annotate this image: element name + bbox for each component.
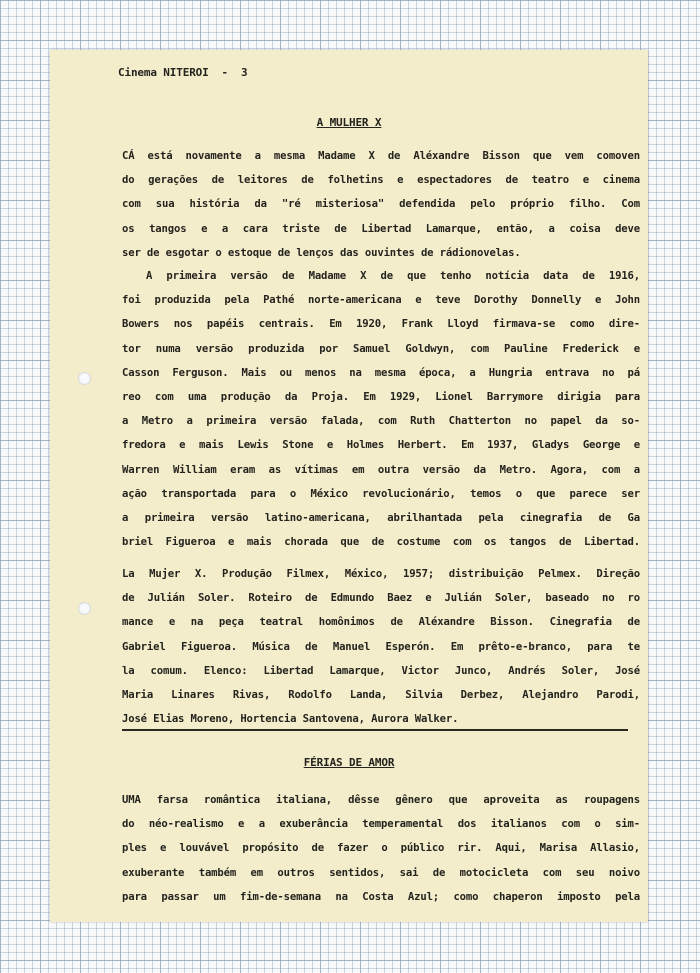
text-line: a primeira versão latino-americana, abrilhantada pela cinegrafia de Ga (122, 511, 640, 524)
text-line: exuberante também em outros sentidos, sai de motocicleta com seu noivo (122, 866, 640, 879)
text-line: Maria Linares Rivas, Rodolfo Landa, Silvia Derbez, Alejandro Parodi, (122, 688, 640, 701)
text-line: reo com uma produção da Proja. Em 1929, Lionel Barrymore dirigia para (122, 390, 640, 403)
page-header: Cinema NITEROI - 3 (118, 66, 248, 79)
text-line: Casson Ferguson. Mais ou menos na mesma época, a Hungria entrava no pá (122, 366, 640, 379)
text-line: a Metro a primeira versão falada, com Ruth Chatterton no papel da so- (122, 415, 640, 428)
text-line: briel Figueroa e mais chorada que de costume com os tangos de Libertad. (122, 536, 640, 549)
text-line: CÁ está novamente a mesma Madame X de Aléxandre Bisson que vem comoven (122, 150, 640, 162)
text-line: A primeira versão de Madame X de que tenho notícia data de 1916, (146, 270, 640, 282)
text-line: tor numa versão produzida por Samuel Goldwyn, com Pauline Frederick e (122, 342, 640, 355)
text-line: mance e na peça teatral homônimos de Aléxandre Bisson. Cinegrafia de (122, 616, 640, 629)
text-line: com sua história da "ré misteriosa" defendida pelo próprio filho. Com (122, 198, 640, 211)
text-line: UMA farsa romântica italiana, dêsse gênero que aproveita as roupagens (122, 794, 640, 806)
text-line: de Julián Soler. Roteiro de Edmundo Baez e Julián Soler, baseado no ro (122, 592, 640, 605)
text-line: foi produzida pela Pathé norte-americana e teve Dorothy Donnelly e John (122, 294, 640, 307)
paragraph-ferias (122, 788, 640, 909)
text-line: ação transportada para o México revolucionário, temos o que parece ser (122, 487, 640, 500)
text-line: la comum. Elenco: Libertad Lamarque, Victor Junco, Andrés Soler, José (122, 664, 640, 677)
text-line: Bowers nos papéis centrais. Em 1920, Frank Lloyd firmava-se como dire- (122, 318, 640, 331)
text-line: do néo-realismo e a exuberância temperamental dos italianos com o sim- (122, 818, 640, 831)
text-line: La Mujer X. Produção Filmex, México, 1957; distribuição Pelmex. Direção (122, 568, 640, 580)
paragraph-history (122, 264, 640, 554)
text-line: fredora e mais Lewis Stone e Holmes Herbert. Em 1937, Gladys George e (122, 439, 640, 452)
text-line: para passar um fim-de-semana na Costa Azul; como chaperon imposto pela (122, 890, 640, 903)
section-title-ferias-de-amor: FÉRIAS DE AMOR (303, 756, 395, 769)
text-line: José Elias Moreno, Hortencia Santovena, Aurora Walker. (122, 713, 459, 726)
text-line: ser de esgotar o estoque de lenços das ouvintes de rádionovelas. (122, 246, 521, 259)
paragraph-intro (122, 144, 640, 265)
punch-hole-bottom (78, 602, 91, 615)
typewritten-page (50, 50, 648, 922)
text-line: Gabriel Figueroa. Música de Manuel Esperón. Em prêto-e-branco, para te (122, 640, 640, 653)
text-line: ples e louvável propósito de fazer o público rir. Aqui, Marisa Allasio, (122, 842, 640, 855)
section-divider (122, 729, 628, 731)
text-line: os tangos e a cara triste de Libertad Lamarque, então, a coisa deve (122, 222, 640, 235)
text-line: Warren William eram as vítimas em outra versão da Metro. Agora, com a (122, 463, 640, 476)
text-line: do gerações de leitores de folhetins e espectadores de teatro e cinema (122, 174, 640, 187)
punch-hole-top (78, 372, 91, 385)
section-title-a-mulher-x: A MULHER X (316, 116, 382, 129)
paragraph-credits (122, 562, 640, 731)
